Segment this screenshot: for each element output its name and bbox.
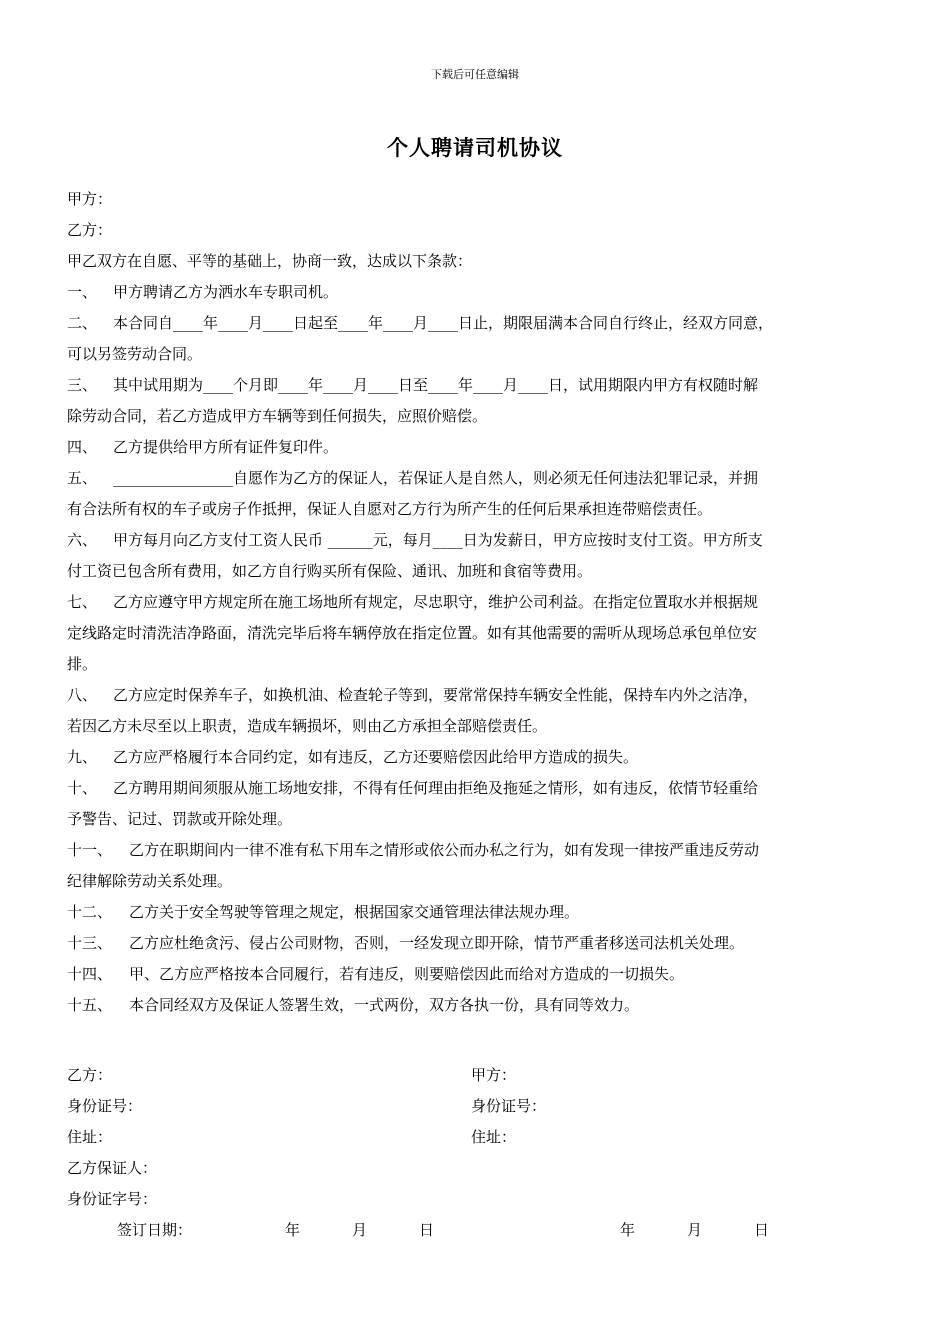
left-day-label: 日 <box>419 1221 435 1239</box>
clause-line <box>67 556 885 587</box>
clause-text: 甲方每月向乙方支付工资人民币 ______元，每月____日为发薪日，甲方应按时支付工资。甲方所支 <box>113 531 763 549</box>
party-a-sign-label: 甲方： <box>471 1066 517 1084</box>
signing-date-row <box>67 1215 885 1246</box>
clause-line <box>67 649 885 680</box>
clause-line <box>67 742 885 773</box>
clause-number: 十三、 <box>67 934 113 952</box>
guarantor-id-label: 身份证字号： <box>67 1190 158 1208</box>
signature-row <box>67 1122 885 1153</box>
party-b-address-label: 住址： <box>67 1128 113 1146</box>
party-a-id-label: 身份证号： <box>471 1097 547 1115</box>
clause-line <box>67 773 885 804</box>
clause-line <box>67 618 885 649</box>
intro-line: 甲乙双方在自愿、平等的基础上，协商一致，达成以下条款： <box>67 252 473 270</box>
clause-text: ________________自愿作为乙方的保证人，若保证人是自然人，则必须无任何违法犯罪记录，并拥 <box>113 469 759 487</box>
clause-line <box>67 494 885 525</box>
signature-row <box>67 1184 885 1215</box>
clause-line <box>67 463 885 494</box>
clause-number: 八、 <box>67 686 98 704</box>
clause-line <box>67 711 885 742</box>
clause-line <box>67 308 885 339</box>
clause-number: 七、 <box>67 593 98 611</box>
clause-line <box>67 990 885 1021</box>
clause-line <box>67 897 885 928</box>
clause-text: 纪律解除劳动关系处理。 <box>67 872 233 890</box>
document-body <box>67 184 885 1021</box>
clause-text: 乙方关于安全驾驶等管理之规定，根据国家交通管理法律法规办理。 <box>129 903 580 921</box>
clause-line <box>67 835 885 866</box>
header-note: 下载后可任意编辑 <box>431 68 519 81</box>
clause-text: 甲方聘请乙方为洒水车专职司机。 <box>113 283 339 301</box>
clause-line <box>67 866 885 897</box>
right-year-label: 年 <box>620 1221 636 1239</box>
clause-number: 三、 <box>67 376 98 394</box>
clause-text: 乙方应严格履行本合同约定，如有违反，乙方还要赔偿因此给甲方造成的损失。 <box>113 748 639 766</box>
clause-number: 十一、 <box>67 841 113 859</box>
clause-number: 一、 <box>67 283 98 301</box>
signing-date-label: 签订日期： <box>117 1221 193 1239</box>
clause-text: 定线路定时清洗洁净路面，清洗完毕后将车辆停放在指定位置。如有其他需要的需听从现场总承包单位安 <box>67 624 758 642</box>
right-month-label: 月 <box>687 1221 703 1239</box>
party-a-address-label: 住址： <box>471 1128 517 1146</box>
left-year-label: 年 <box>285 1221 301 1239</box>
signature-block <box>67 1060 885 1246</box>
clause-line <box>67 370 885 401</box>
clause-text: 其中试用期为____个月即____年____月____日至____年____月____日，试用期限内甲方有权随时解 <box>113 376 759 394</box>
clause-line <box>67 680 885 711</box>
clause-line <box>67 928 885 959</box>
signature-row <box>67 1153 885 1184</box>
clause-text: 甲、乙方应严格按本合同履行，若有违反，则要赔偿因此而给对方造成的一切损失。 <box>129 965 685 983</box>
clause-number: 五、 <box>67 469 98 487</box>
clause-line <box>67 401 885 432</box>
clause-number: 六、 <box>67 531 98 549</box>
signature-row <box>67 1091 885 1122</box>
signature-row <box>67 1060 885 1091</box>
clause-text: 除劳动合同，若乙方造成甲方车辆等到任何损失，应照价赔偿。 <box>67 407 488 425</box>
clause-text: 乙方在职期间内一律不准有私下用车之情形或依公而办私之行为，如有发现一律按严重违反劳动 <box>129 841 760 859</box>
clause-list <box>67 277 885 1021</box>
party-b-line: 乙方： <box>67 221 113 239</box>
clause-text: 付工资已包含所有费用，如乙方自行购买所有保险、通讯、加班和食宿等费用。 <box>67 562 593 580</box>
party-b-sign-label: 乙方： <box>67 1066 113 1084</box>
clause-text: 乙方聘用期间须服从施工场地安排，不得有任何理由拒绝及拖延之情形，如有违反，依情节轻重给 <box>113 779 759 797</box>
clause-text: 本合同自____年____月____日起至____年____月____日止，期限届满本合同自行终止，经双方同意， <box>113 314 774 332</box>
clause-text: 乙方应定时保养车子，如换机油、检查轮子等到，要常常保持车辆安全性能，保持车内外之洁净， <box>113 686 759 704</box>
left-month-label: 月 <box>352 1221 368 1239</box>
clause-text: 乙方应杜绝贪污、侵占公司财物，否则，一经发现立即开除，情节严重者移送司法机关处理。 <box>129 934 745 952</box>
clause-text: 有合法所有权的车子或房子作抵押，保证人自愿对乙方行为所产生的任何后果承担连带赔偿责任。 <box>67 500 713 518</box>
clause-line <box>67 804 885 835</box>
clause-text: 本合同经双方及保证人签署生效，一式两份，双方各执一份，具有同等效力。 <box>129 996 640 1014</box>
clause-text: 若因乙方未尽至以上职责，造成车辆损坏，则由乙方承担全部赔偿责任。 <box>67 717 548 735</box>
clause-number: 九、 <box>67 748 98 766</box>
clause-text: 乙方提供给甲方所有证件复印件。 <box>113 438 339 456</box>
clause-text: 可以另签劳动合同。 <box>67 345 203 363</box>
clause-number: 十四、 <box>67 965 113 983</box>
clause-line <box>67 525 885 556</box>
clause-line <box>67 339 885 370</box>
clause-text: 排。 <box>67 655 98 673</box>
clause-text: 予警告、记过、罚款或开除处理。 <box>67 810 293 828</box>
party-b-id-label: 身份证号： <box>67 1097 143 1115</box>
party-a-line: 甲方： <box>67 190 113 208</box>
clause-line <box>67 587 885 618</box>
clause-number: 十、 <box>67 779 98 797</box>
right-day-label: 日 <box>754 1221 770 1239</box>
clause-line <box>67 277 885 308</box>
clause-line <box>67 959 885 990</box>
clause-number: 十二、 <box>67 903 113 921</box>
guarantor-label: 乙方保证人： <box>67 1159 158 1177</box>
clause-line <box>67 432 885 463</box>
clause-number: 二、 <box>67 314 98 332</box>
clause-number: 四、 <box>67 438 98 456</box>
document-title: 个人聘请司机协议 <box>387 135 563 160</box>
clause-text: 乙方应遵守甲方规定所在施工场地所有规定，尽忠职守，维护公司利益。在指定位置取水并根据规 <box>113 593 759 611</box>
clause-number: 十五、 <box>67 996 113 1014</box>
